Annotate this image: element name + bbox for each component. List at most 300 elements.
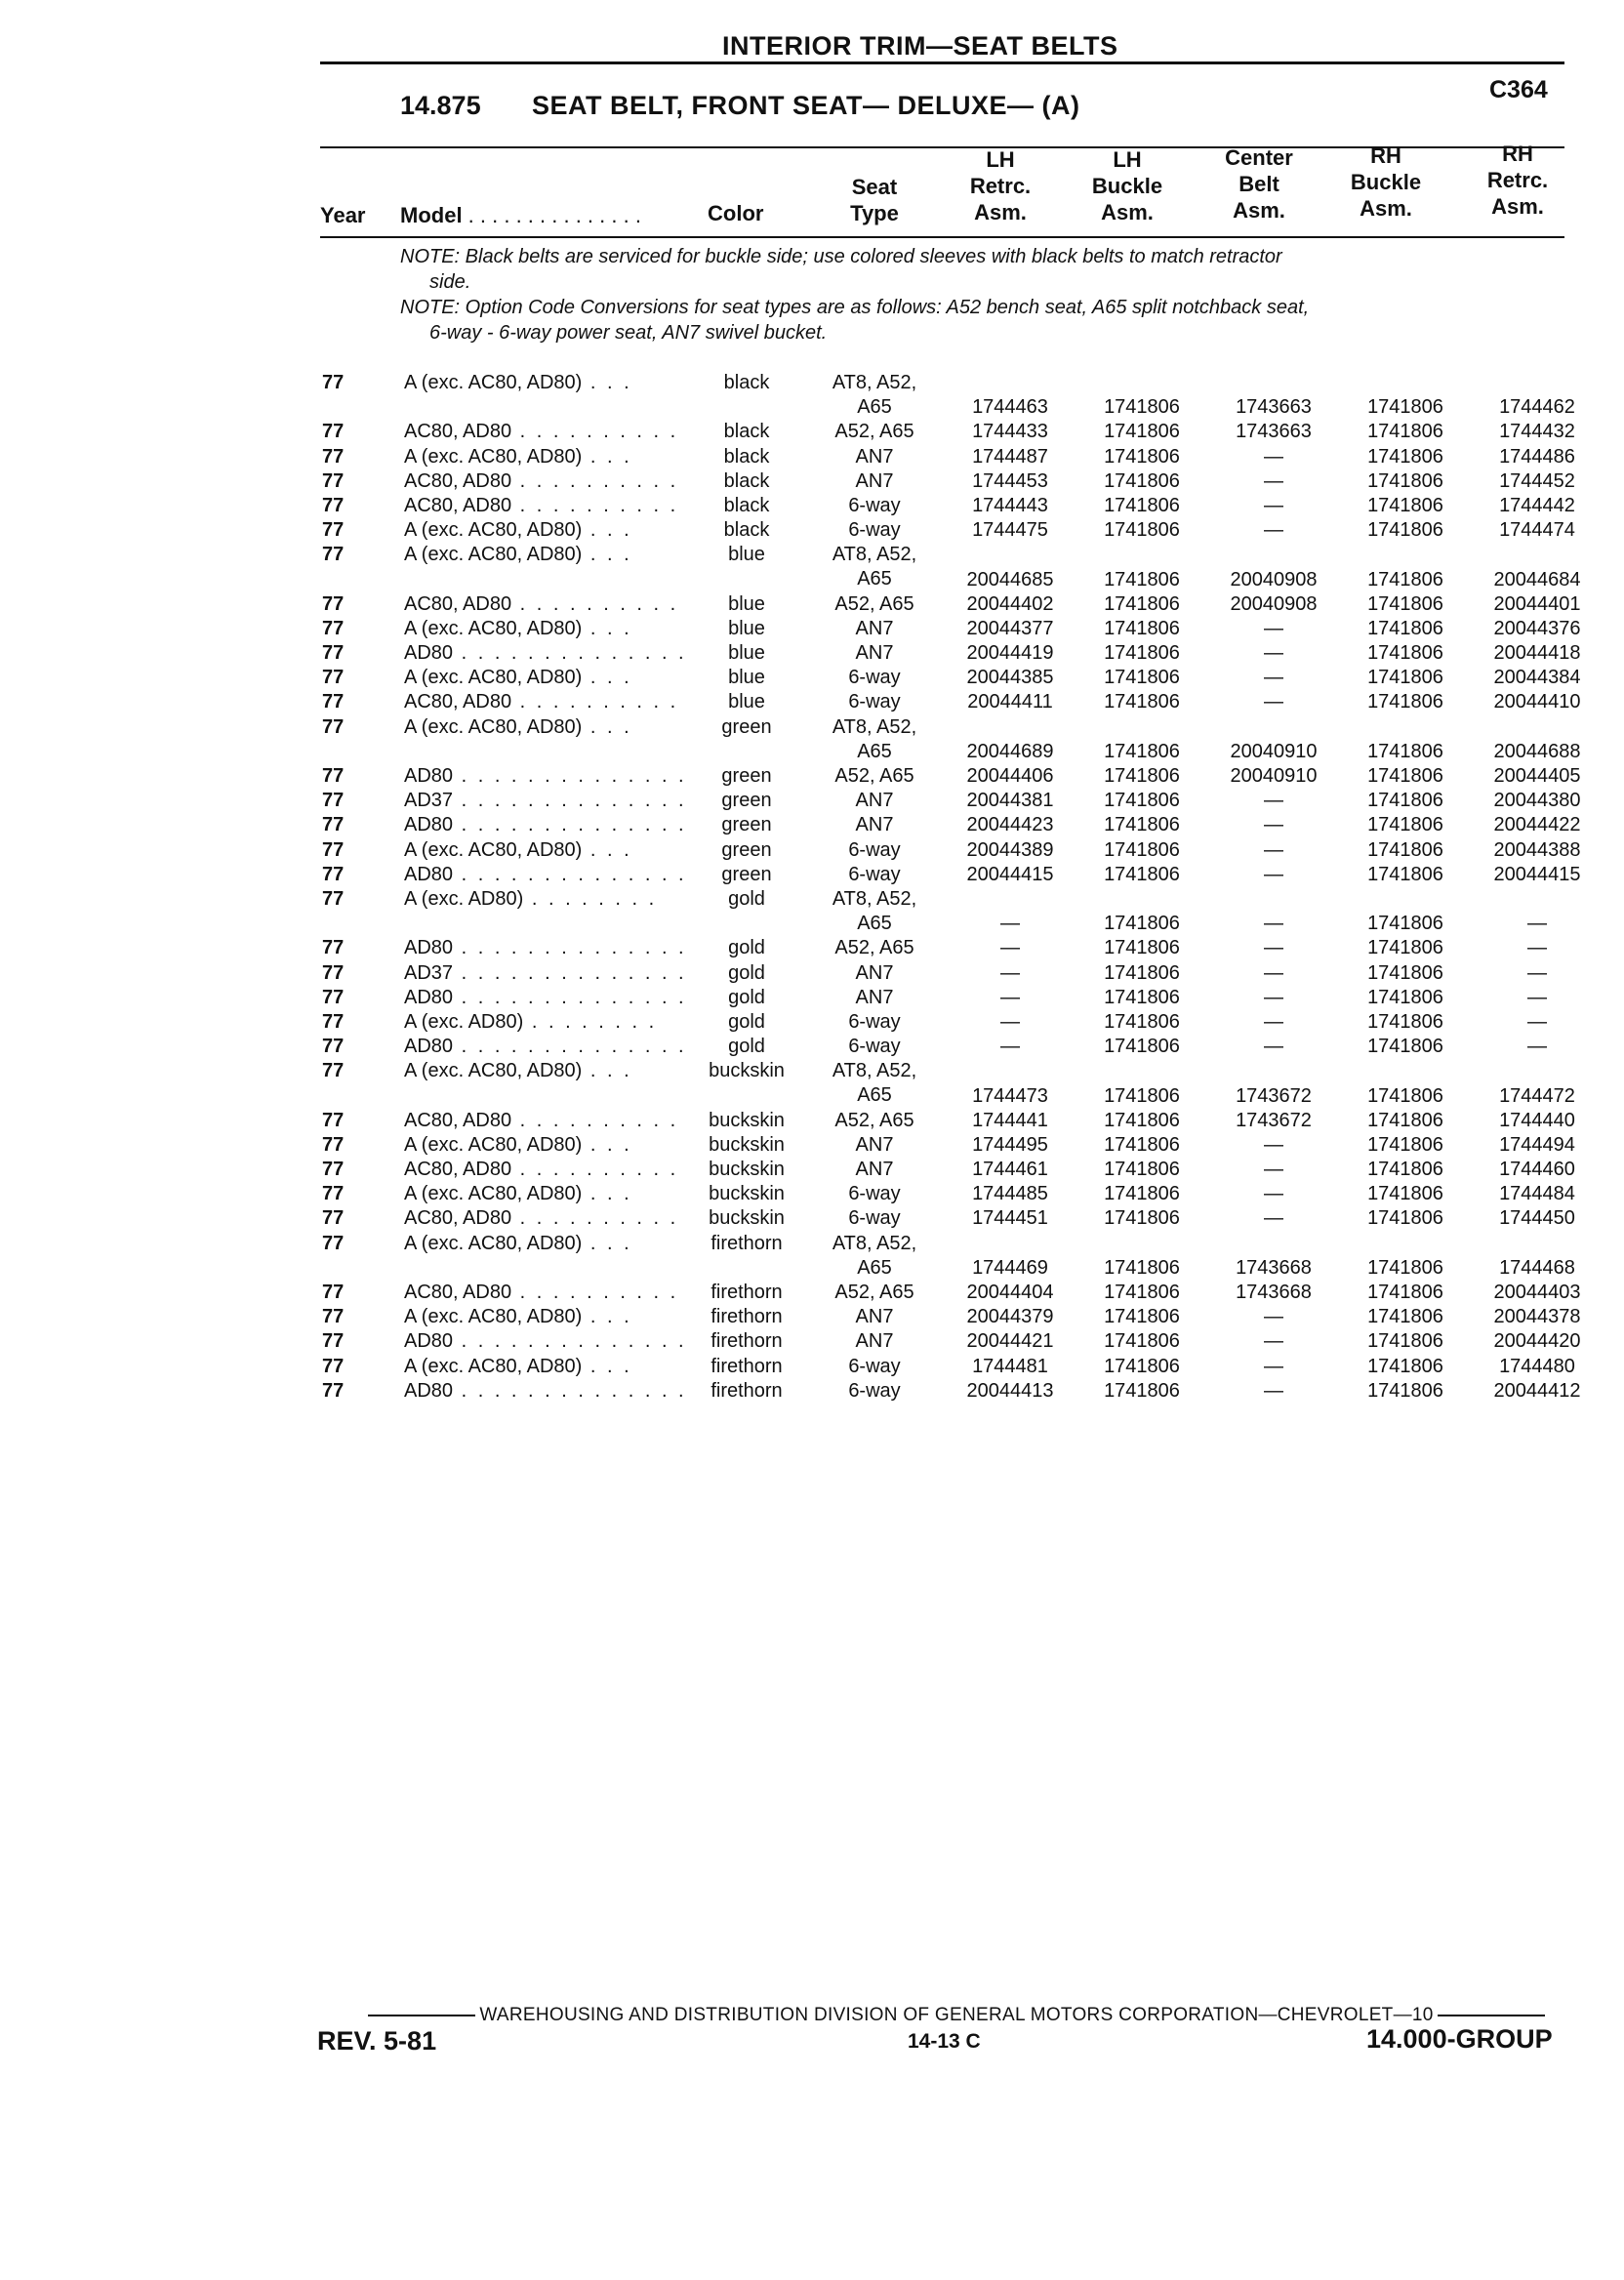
- table-row: [0, 986, 1624, 1010]
- table-row: [0, 1355, 1624, 1379]
- rh-buckle-cell: 1741806: [1367, 642, 1443, 665]
- table-row: [0, 1010, 1624, 1035]
- year-cell: 77: [322, 1282, 345, 1304]
- lh-retractor-cell: —: [1000, 937, 1020, 959]
- seat-type-cell: AT8, A52, A65: [832, 887, 917, 934]
- rh-retractor-cell: 20044688: [1493, 740, 1581, 762]
- seat-type-cell: A52, A65: [834, 421, 914, 443]
- seat-type-cell: 6-way: [848, 1355, 901, 1377]
- color-cell: black: [723, 372, 770, 393]
- table-row: [0, 494, 1624, 518]
- table-row: [0, 641, 1624, 666]
- model-cell: AC80, AD80 . . . . . . . . . .: [404, 1109, 679, 1131]
- model-cell: AD80 . . . . . . . . . . . . . .: [404, 1036, 687, 1058]
- year-cell: 77: [322, 1183, 345, 1205]
- year-cell: 77: [322, 1330, 345, 1353]
- header-rh-buckle: RH Buckle Asm.: [1350, 143, 1422, 221]
- color-cell: firethorn: [710, 1355, 783, 1377]
- header-rule: [320, 236, 1564, 238]
- model-cell: A (exc. AC80, AD80) . . .: [404, 838, 632, 861]
- lh-buckle-cell: 1741806: [1104, 1330, 1180, 1353]
- rh-buckle-cell: 1741806: [1367, 913, 1443, 935]
- center-belt-cell: —: [1264, 1207, 1283, 1230]
- year-cell: 77: [322, 887, 345, 910]
- year-cell: 77: [322, 986, 345, 1008]
- color-cell: gold: [728, 986, 765, 1008]
- color-cell: blue: [728, 691, 765, 713]
- parts-table: [0, 371, 1624, 1404]
- rh-retractor-cell: 1744462: [1499, 396, 1575, 419]
- color-cell: buckskin: [709, 1183, 785, 1205]
- model-cell: AD80 . . . . . . . . . . . . . .: [404, 986, 687, 1008]
- center-belt-cell: —: [1264, 691, 1283, 713]
- rh-retractor-cell: 20044415: [1493, 863, 1581, 885]
- year-cell: 77: [322, 715, 345, 738]
- lh-buckle-cell: 1741806: [1104, 1306, 1180, 1328]
- rh-buckle-cell: 1741806: [1367, 814, 1443, 836]
- lh-buckle-cell: 1741806: [1104, 814, 1180, 836]
- model-cell: AD37 . . . . . . . . . . . . . .: [404, 961, 687, 984]
- lh-retractor-cell: 20044419: [966, 642, 1054, 665]
- header-color: Color: [708, 201, 764, 225]
- table-row: [0, 838, 1624, 863]
- rh-buckle-cell: 1741806: [1367, 1084, 1443, 1107]
- lh-buckle-cell: 1741806: [1104, 790, 1180, 812]
- rh-retractor-cell: 1744450: [1499, 1207, 1575, 1230]
- seat-type-cell: A52, A65: [834, 937, 914, 959]
- center-belt-cell: 1743672: [1236, 1109, 1312, 1131]
- lh-retractor-cell: —: [1000, 1036, 1020, 1058]
- seat-type-cell: 6-way: [848, 1207, 901, 1230]
- center-belt-cell: —: [1264, 494, 1283, 516]
- center-belt-cell: —: [1264, 469, 1283, 492]
- table-row: [0, 936, 1624, 960]
- lh-buckle-cell: 1741806: [1104, 494, 1180, 516]
- model-cell: A (exc. AC80, AD80) . . .: [404, 1355, 632, 1377]
- lh-buckle-cell: 1741806: [1104, 396, 1180, 419]
- rh-retractor-cell: 1744440: [1499, 1109, 1575, 1131]
- rh-buckle-cell: 1741806: [1367, 961, 1443, 984]
- lh-retractor-cell: 20044685: [966, 568, 1054, 590]
- center-belt-cell: —: [1264, 1306, 1283, 1328]
- year-cell: 77: [322, 937, 345, 959]
- lh-buckle-cell: 1741806: [1104, 691, 1180, 713]
- year-cell: 77: [322, 1060, 345, 1082]
- lh-retractor-cell: 20044689: [966, 740, 1054, 762]
- color-cell: firethorn: [710, 1282, 783, 1304]
- lh-buckle-cell: 1741806: [1104, 1256, 1180, 1279]
- lh-buckle-cell: 1741806: [1104, 617, 1180, 639]
- center-belt-cell: —: [1264, 790, 1283, 812]
- seat-type-cell: AT8, A52, A65: [832, 544, 917, 590]
- model-cell: A (exc. AD80) . . . . . . . .: [404, 1010, 658, 1033]
- center-belt-cell: —: [1264, 667, 1283, 689]
- lh-retractor-cell: 1744475: [972, 519, 1048, 542]
- model-cell: A (exc. AC80, AD80) . . .: [404, 617, 632, 639]
- rh-buckle-cell: 1741806: [1367, 863, 1443, 885]
- center-belt-cell: 1743672: [1236, 1084, 1312, 1107]
- rh-buckle-cell: 1741806: [1367, 1379, 1443, 1402]
- rh-buckle-cell: 1741806: [1367, 1256, 1443, 1279]
- table-row: [0, 518, 1624, 543]
- rh-buckle-cell: 1741806: [1367, 986, 1443, 1008]
- rh-buckle-cell: 1741806: [1367, 1306, 1443, 1328]
- color-cell: blue: [728, 592, 765, 615]
- model-cell: AD80 . . . . . . . . . . . . . .: [404, 765, 687, 788]
- center-belt-cell: —: [1264, 445, 1283, 468]
- rh-retractor-cell: 1744442: [1499, 494, 1575, 516]
- rh-buckle-cell: 1741806: [1367, 691, 1443, 713]
- table-row: [0, 1133, 1624, 1158]
- center-belt-cell: —: [1264, 1355, 1283, 1377]
- rh-retractor-cell: 1744452: [1499, 469, 1575, 492]
- section-title: SEAT BELT, FRONT SEAT— DELUXE— (A): [532, 91, 1080, 120]
- notes: [400, 244, 1532, 346]
- year-cell: 77: [322, 691, 345, 713]
- lh-buckle-cell: 1741806: [1104, 765, 1180, 788]
- center-belt-cell: —: [1264, 913, 1283, 935]
- lh-retractor-cell: 20044413: [966, 1379, 1054, 1402]
- seat-type-cell: 6-way: [848, 667, 901, 689]
- rh-retractor-cell: 20044410: [1493, 691, 1581, 713]
- lh-buckle-cell: 1741806: [1104, 421, 1180, 443]
- color-cell: gold: [728, 937, 765, 959]
- lh-retractor-cell: 20044381: [966, 790, 1054, 812]
- model-cell: AC80, AD80 . . . . . . . . . .: [404, 592, 679, 615]
- model-cell: AC80, AD80 . . . . . . . . . .: [404, 1159, 679, 1181]
- center-belt-cell: —: [1264, 838, 1283, 861]
- year-cell: 77: [322, 790, 345, 812]
- table-row: [0, 789, 1624, 813]
- color-cell: buckskin: [709, 1109, 785, 1131]
- center-belt-cell: —: [1264, 1133, 1283, 1156]
- seat-type-cell: AN7: [855, 1159, 894, 1181]
- year-cell: 77: [322, 863, 345, 885]
- lh-buckle-cell: 1741806: [1104, 1159, 1180, 1181]
- center-belt-cell: 20040910: [1230, 765, 1318, 788]
- year-cell: 77: [322, 961, 345, 984]
- lh-buckle-cell: 1741806: [1104, 961, 1180, 984]
- center-belt-cell: —: [1264, 617, 1283, 639]
- rh-buckle-cell: 1741806: [1367, 765, 1443, 788]
- lh-retractor-cell: 1744433: [972, 421, 1048, 443]
- rh-buckle-cell: 1741806: [1367, 1282, 1443, 1304]
- color-cell: black: [723, 469, 770, 492]
- center-belt-cell: 1743668: [1236, 1282, 1312, 1304]
- page-title: INTERIOR TRIM—SEAT BELTS: [722, 31, 1118, 61]
- table-row: [0, 1232, 1624, 1281]
- rh-buckle-cell: 1741806: [1367, 568, 1443, 590]
- year-cell: 77: [322, 1306, 345, 1328]
- seat-type-cell: AT8, A52, A65: [832, 372, 917, 418]
- table-row: [0, 371, 1624, 420]
- rh-buckle-cell: 1741806: [1367, 1159, 1443, 1181]
- header-lh-retractor: LH Retrc. Asm.: [969, 147, 1032, 224]
- color-cell: gold: [728, 1036, 765, 1058]
- rh-buckle-cell: 1741806: [1367, 790, 1443, 812]
- rh-buckle-cell: 1741806: [1367, 469, 1443, 492]
- color-cell: buckskin: [709, 1133, 785, 1156]
- page-code: C364: [1489, 76, 1548, 103]
- rh-buckle-cell: 1741806: [1367, 937, 1443, 959]
- lh-retractor-cell: 1744463: [972, 396, 1048, 419]
- rh-retractor-cell: 20044384: [1493, 667, 1581, 689]
- lh-retractor-cell: 1744487: [972, 445, 1048, 468]
- year-cell: 77: [322, 445, 345, 468]
- table-row: [0, 690, 1624, 714]
- table-row: [0, 445, 1624, 469]
- seat-type-cell: 6-way: [848, 1010, 901, 1033]
- year-cell: 77: [322, 1109, 345, 1131]
- rh-buckle-cell: 1741806: [1367, 667, 1443, 689]
- year-cell: 77: [322, 1232, 345, 1254]
- model-cell: A (exc. AC80, AD80) . . .: [404, 544, 632, 566]
- header-center-belt: Center Belt Asm.: [1225, 145, 1293, 223]
- table-row: [0, 617, 1624, 641]
- rh-buckle-cell: 1741806: [1367, 396, 1443, 419]
- rh-retractor-cell: 1744468: [1499, 1256, 1575, 1279]
- seat-type-cell: AN7: [855, 617, 894, 639]
- seat-type-cell: 6-way: [848, 691, 901, 713]
- model-cell: AD80 . . . . . . . . . . . . . .: [404, 642, 687, 665]
- seat-type-cell: AN7: [855, 790, 894, 812]
- lh-retractor-cell: 1744461: [972, 1159, 1048, 1181]
- lh-buckle-cell: 1741806: [1104, 740, 1180, 762]
- seat-type-cell: 6-way: [848, 838, 901, 861]
- rh-retractor-cell: 20044403: [1493, 1282, 1581, 1304]
- rh-retractor-cell: 1744484: [1499, 1183, 1575, 1205]
- center-belt-cell: —: [1264, 1010, 1283, 1033]
- color-cell: buckskin: [709, 1207, 785, 1230]
- year-cell: 77: [322, 519, 345, 542]
- color-cell: black: [723, 494, 770, 516]
- color-cell: gold: [728, 887, 765, 910]
- model-cell: AD80 . . . . . . . . . . . . . .: [404, 1379, 687, 1402]
- color-cell: firethorn: [710, 1232, 783, 1254]
- rh-retractor-cell: 20044380: [1493, 790, 1581, 812]
- table-row: [0, 961, 1624, 986]
- rh-retractor-cell: 20044684: [1493, 568, 1581, 590]
- lh-retractor-cell: 20044411: [967, 691, 1053, 713]
- seat-type-cell: 6-way: [848, 863, 901, 885]
- year-cell: 77: [322, 592, 345, 615]
- table-row: [0, 1379, 1624, 1404]
- rh-retractor-cell: 1744472: [1499, 1084, 1575, 1107]
- year-cell: 77: [322, 838, 345, 861]
- rh-retractor-cell: 20044401: [1493, 592, 1581, 615]
- seat-type-cell: AN7: [855, 469, 894, 492]
- seat-type-cell: 6-way: [848, 1379, 901, 1402]
- lh-retractor-cell: —: [1000, 986, 1020, 1008]
- rh-retractor-cell: 20044405: [1493, 765, 1581, 788]
- center-belt-cell: —: [1264, 519, 1283, 542]
- header-year: Year: [320, 203, 366, 227]
- year-cell: 77: [322, 1010, 345, 1033]
- model-cell: AD37 . . . . . . . . . . . . . .: [404, 790, 687, 812]
- center-belt-cell: 1743668: [1236, 1256, 1312, 1279]
- rh-buckle-cell: 1741806: [1367, 1330, 1443, 1353]
- rh-buckle-cell: 1741806: [1367, 1355, 1443, 1377]
- year-cell: 77: [322, 1133, 345, 1156]
- seat-type-cell: AN7: [855, 1133, 894, 1156]
- rh-retractor-cell: 20044388: [1493, 838, 1581, 861]
- year-cell: 77: [322, 372, 345, 393]
- color-cell: black: [723, 445, 770, 468]
- lh-buckle-cell: 1741806: [1104, 1133, 1180, 1156]
- rh-retractor-cell: 1744474: [1499, 519, 1575, 542]
- rh-retractor-cell: —: [1527, 986, 1547, 1008]
- color-cell: gold: [728, 1010, 765, 1033]
- lh-buckle-cell: 1741806: [1104, 1379, 1180, 1402]
- lh-retractor-cell: 1744451: [972, 1207, 1048, 1230]
- title-rule: [320, 61, 1564, 64]
- lh-buckle-cell: 1741806: [1104, 1282, 1180, 1304]
- lh-buckle-cell: 1741806: [1104, 1183, 1180, 1205]
- lh-buckle-cell: 1741806: [1104, 1207, 1180, 1230]
- model-cell: AD80 . . . . . . . . . . . . . .: [404, 937, 687, 959]
- seat-type-cell: AN7: [855, 445, 894, 468]
- center-belt-cell: —: [1264, 1379, 1283, 1402]
- lh-buckle-cell: 1741806: [1104, 568, 1180, 590]
- table-row: [0, 543, 1624, 591]
- lh-buckle-cell: 1741806: [1104, 863, 1180, 885]
- year-cell: 77: [322, 617, 345, 639]
- color-cell: black: [723, 421, 770, 443]
- model-cell: A (exc. AC80, AD80) . . .: [404, 1232, 632, 1254]
- model-cell: A (exc. AC80, AD80) . . .: [404, 1183, 632, 1205]
- center-belt-cell: —: [1264, 961, 1283, 984]
- year-cell: 77: [322, 421, 345, 443]
- year-cell: 77: [322, 765, 345, 788]
- center-belt-cell: 20040908: [1230, 568, 1318, 590]
- seat-type-cell: 6-way: [848, 494, 901, 516]
- rh-buckle-cell: 1741806: [1367, 445, 1443, 468]
- footer-division-line: WAREHOUSING AND DISTRIBUTION DIVISION OF GENERAL MOTORS CORPORATION—CHEVROLET—10: [322, 2005, 1591, 2026]
- rh-retractor-cell: 1744494: [1499, 1133, 1575, 1156]
- lh-buckle-cell: 1741806: [1104, 913, 1180, 935]
- center-belt-cell: 1743663: [1236, 421, 1312, 443]
- year-cell: 77: [322, 1159, 345, 1181]
- color-cell: gold: [728, 961, 765, 984]
- rh-buckle-cell: 1741806: [1367, 838, 1443, 861]
- center-belt-cell: —: [1264, 1159, 1283, 1181]
- model-cell: AC80, AD80 . . . . . . . . . .: [404, 421, 679, 443]
- seat-type-cell: A52, A65: [834, 1282, 914, 1304]
- rh-retractor-cell: 1744432: [1499, 421, 1575, 443]
- rh-buckle-cell: 1741806: [1367, 1183, 1443, 1205]
- rh-buckle-cell: 1741806: [1367, 1207, 1443, 1230]
- header-model: Model . . . . . . . . . . . . . . .: [400, 203, 641, 227]
- rh-retractor-cell: 1744460: [1499, 1159, 1575, 1181]
- seat-type-cell: AN7: [855, 986, 894, 1008]
- color-cell: green: [721, 863, 772, 885]
- lh-buckle-cell: 1741806: [1104, 445, 1180, 468]
- section-number: 14.875: [400, 91, 481, 120]
- seat-type-cell: AT8, A52, A65: [832, 1060, 917, 1107]
- table-row: [0, 1109, 1624, 1133]
- lh-retractor-cell: 20044389: [966, 838, 1054, 861]
- header-seat-type: Seat Type: [850, 175, 899, 225]
- group-label: 14.000-GROUP: [1366, 2024, 1553, 2054]
- rh-buckle-cell: 1741806: [1367, 494, 1443, 516]
- rh-buckle-cell: 1741806: [1367, 740, 1443, 762]
- color-cell: blue: [728, 667, 765, 689]
- center-belt-cell: —: [1264, 814, 1283, 836]
- table-row: [0, 1158, 1624, 1182]
- model-cell: A (exc. AC80, AD80) . . .: [404, 1133, 632, 1156]
- model-cell: AC80, AD80 . . . . . . . . . .: [404, 1207, 679, 1230]
- model-cell: AD80 . . . . . . . . . . . . . .: [404, 863, 687, 885]
- center-belt-cell: —: [1264, 1183, 1283, 1205]
- lh-buckle-cell: 1741806: [1104, 642, 1180, 665]
- center-belt-cell: —: [1264, 937, 1283, 959]
- model-cell: A (exc. AC80, AD80) . . .: [404, 1060, 632, 1082]
- center-belt-cell: 1743663: [1236, 396, 1312, 419]
- lh-retractor-cell: 1744495: [972, 1133, 1048, 1156]
- color-cell: firethorn: [710, 1306, 783, 1328]
- lh-retractor-cell: 20044404: [966, 1282, 1054, 1304]
- lh-retractor-cell: 20044415: [966, 863, 1054, 885]
- center-belt-cell: 20040910: [1230, 740, 1318, 762]
- color-cell: firethorn: [710, 1330, 783, 1353]
- seat-type-cell: A52, A65: [834, 592, 914, 615]
- lh-buckle-cell: 1741806: [1104, 1355, 1180, 1377]
- center-belt-cell: —: [1264, 1330, 1283, 1353]
- lh-retractor-cell: 20044423: [966, 814, 1054, 836]
- lh-buckle-cell: 1741806: [1104, 469, 1180, 492]
- lh-buckle-cell: 1741806: [1104, 937, 1180, 959]
- table-row: [0, 1206, 1624, 1231]
- model-cell: AC80, AD80 . . . . . . . . . .: [404, 1282, 679, 1304]
- table-row: [0, 764, 1624, 789]
- table-row: [0, 1182, 1624, 1206]
- table-row: [0, 1059, 1624, 1108]
- page-number: 14-13 C: [908, 2030, 981, 2053]
- color-cell: green: [721, 715, 772, 738]
- year-cell: 77: [322, 642, 345, 665]
- seat-type-cell: AN7: [855, 642, 894, 665]
- lh-buckle-cell: 1741806: [1104, 667, 1180, 689]
- seat-type-cell: AT8, A52, A65: [832, 1232, 917, 1279]
- table-row: [0, 1035, 1624, 1059]
- lh-buckle-cell: 1741806: [1104, 1010, 1180, 1033]
- model-cell: A (exc. AC80, AD80) . . .: [404, 372, 632, 393]
- color-cell: green: [721, 790, 772, 812]
- model-cell: AC80, AD80 . . . . . . . . . .: [404, 494, 679, 516]
- center-belt-cell: 20040908: [1230, 592, 1318, 615]
- seat-type-cell: AN7: [855, 961, 894, 984]
- center-belt-cell: —: [1264, 642, 1283, 665]
- rh-buckle-cell: 1741806: [1367, 519, 1443, 542]
- center-belt-cell: —: [1264, 986, 1283, 1008]
- rh-retractor-cell: —: [1527, 913, 1547, 935]
- year-cell: 77: [322, 1036, 345, 1058]
- lh-retractor-cell: 1744443: [972, 494, 1048, 516]
- header-rh-retractor: RH Retrc. Asm.: [1486, 142, 1549, 219]
- rh-retractor-cell: —: [1527, 961, 1547, 984]
- note-black-belts: NOTE: Black belts are serviced for buckle side; use colored sleeves with black belts to match retractor side.: [400, 246, 1282, 293]
- revision-label: REV. 5-81: [317, 2026, 437, 2056]
- year-cell: 77: [322, 1379, 345, 1402]
- table-row: [0, 863, 1624, 887]
- seat-type-cell: AN7: [855, 814, 894, 836]
- model-cell: AD80 . . . . . . . . . . . . . .: [404, 1330, 687, 1353]
- lh-buckle-cell: 1741806: [1104, 519, 1180, 542]
- color-cell: firethorn: [710, 1379, 783, 1402]
- header-lh-buckle: LH Buckle Asm.: [1091, 147, 1163, 224]
- note-option-codes: NOTE: Option Code Conversions for seat types are as follows: A52 bench seat, A65 split notchback seat, 6-way - 6-way power seat, AN7 swivel bucket.: [400, 297, 1310, 344]
- lh-retractor-cell: 20044402: [966, 592, 1054, 615]
